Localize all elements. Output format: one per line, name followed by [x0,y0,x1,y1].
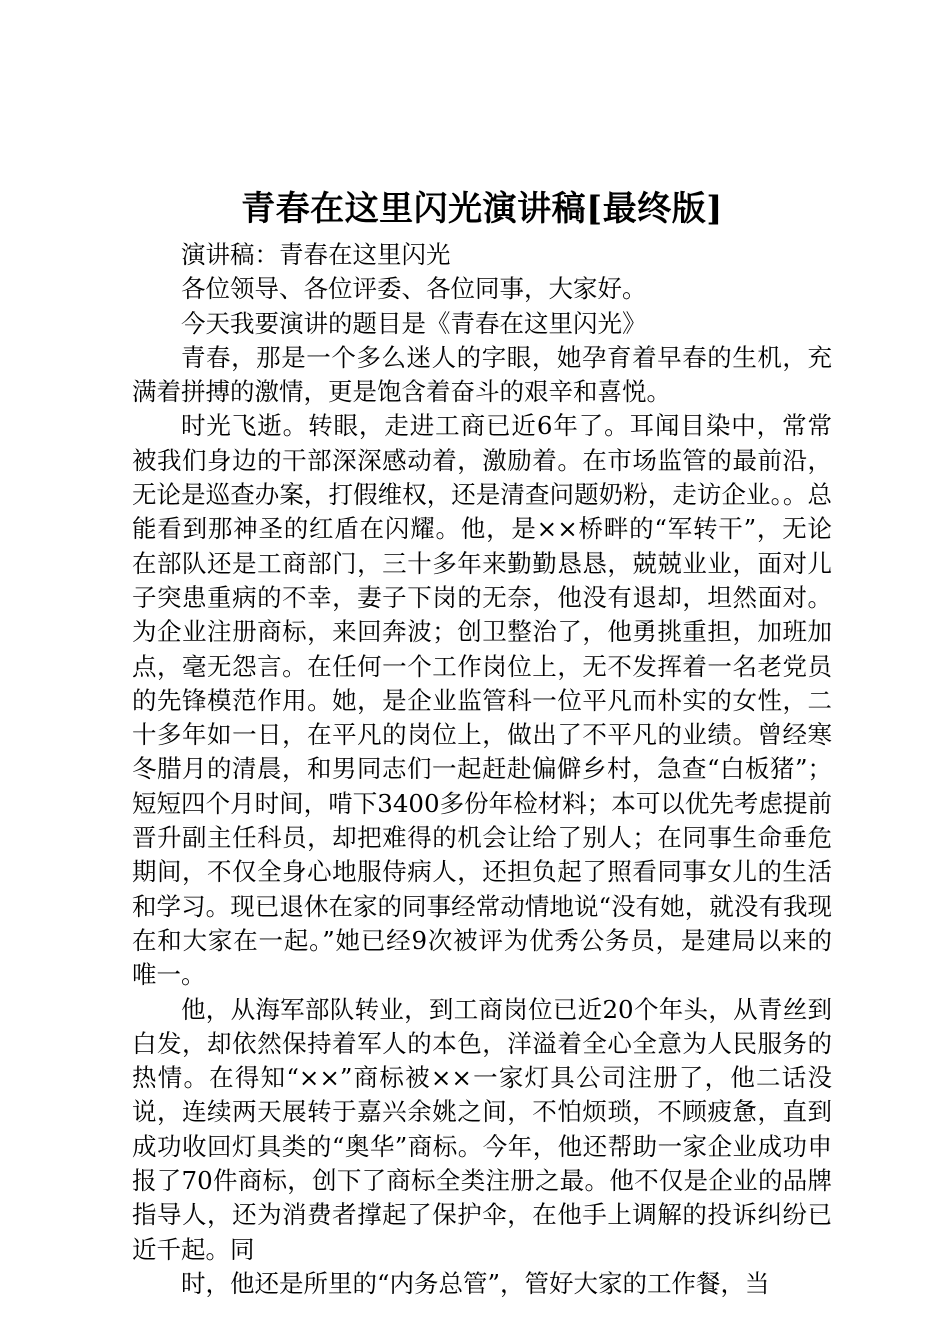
paragraph-6: 他，从海军部队转业，到工商岗位已近20个年头，从青丝到白发，却依然保持着军人的本色，洋溢着全心全意为人民服务的热情。在得知“××”商标被××一家灯具公司注册了，他二话没说，连续两天展转于嘉兴余姚之间，不怕烦琐，不顾疲惫，直到成功收回灯具类的“奥华”商标。今年，他还帮助一家企业成功申报了70件商标，创下了商标全类注册之最。他不仅是企业的品牌指导人，还为消费者撑起了保护伞，在他手上调解的投诉纠纷已近千起。同 [132,994,832,1264]
document-page [132,184,832,1301]
paragraph-3: 今天我要演讲的题目是《青春在这里闪光》 [181,308,647,338]
paragraph-2: 各位领导、各位评委、各位同事，大家好。 [181,274,647,304]
paragraph-1: 演讲稿：青春在这里闪光 [181,240,451,269]
document-title: 青春在这里闪光演讲稿[最终版] [241,189,723,229]
paragraph-4: 青春，那是一个多么迷人的字眼，她孕育着早春的生机，充满着拼搏的激情，更是饱含着奋斗的艰辛和喜悦。 [132,342,832,407]
paragraph-5: 时光飞逝。转眼，走进工商已近6年了。耳闻目染中，常常被我们身边的干部深深感动着，激励着。在市场监管的最前沿，无论是巡查办案，打假维权，还是清查问题奶粉，走访企业。。总能看到那神圣的红盾在闪耀。他，是××桥畔的“军转干”，无论在部队还是工商部门，三十多年来勤勤恳恳，兢兢业业，面对儿子突患重病的不幸，妻子下岗的无奈，他没有退却，坦然面对。为企业注册商标，来回奔波；创卫整治了，他勇挑重担，加班加点，毫无怨言。在任何一个工作岗位上，无不发挥着一名老党员的先锋模范作用。她，是企业监管科一位平凡而朴实的女性，二十多年如一日，在平凡的岗位上，做出了不平凡的业绩。曾经寒冬腊月的清晨，和男同志们一起赶赴偏僻乡村，急查“白板猪”；短短四个月时间，啃下3400多份年检材料；本可以优先考虑提前晋升副主任科员，却把难得的机会让给了别人；在同事生命垂危期间，不仅全身心地服侍病人，还担负起了照看同事女儿的生活和学习。现已退休在家的同事经常动情地说“没有她，就没有我现在和大家在一起。”她已经9次被评为优秀公务员，是建局以来的唯一。 [132,411,832,990]
paragraph-7: 时，他还是所里的“内务总管”，管好大家的工作餐，当 [181,1268,770,1298]
